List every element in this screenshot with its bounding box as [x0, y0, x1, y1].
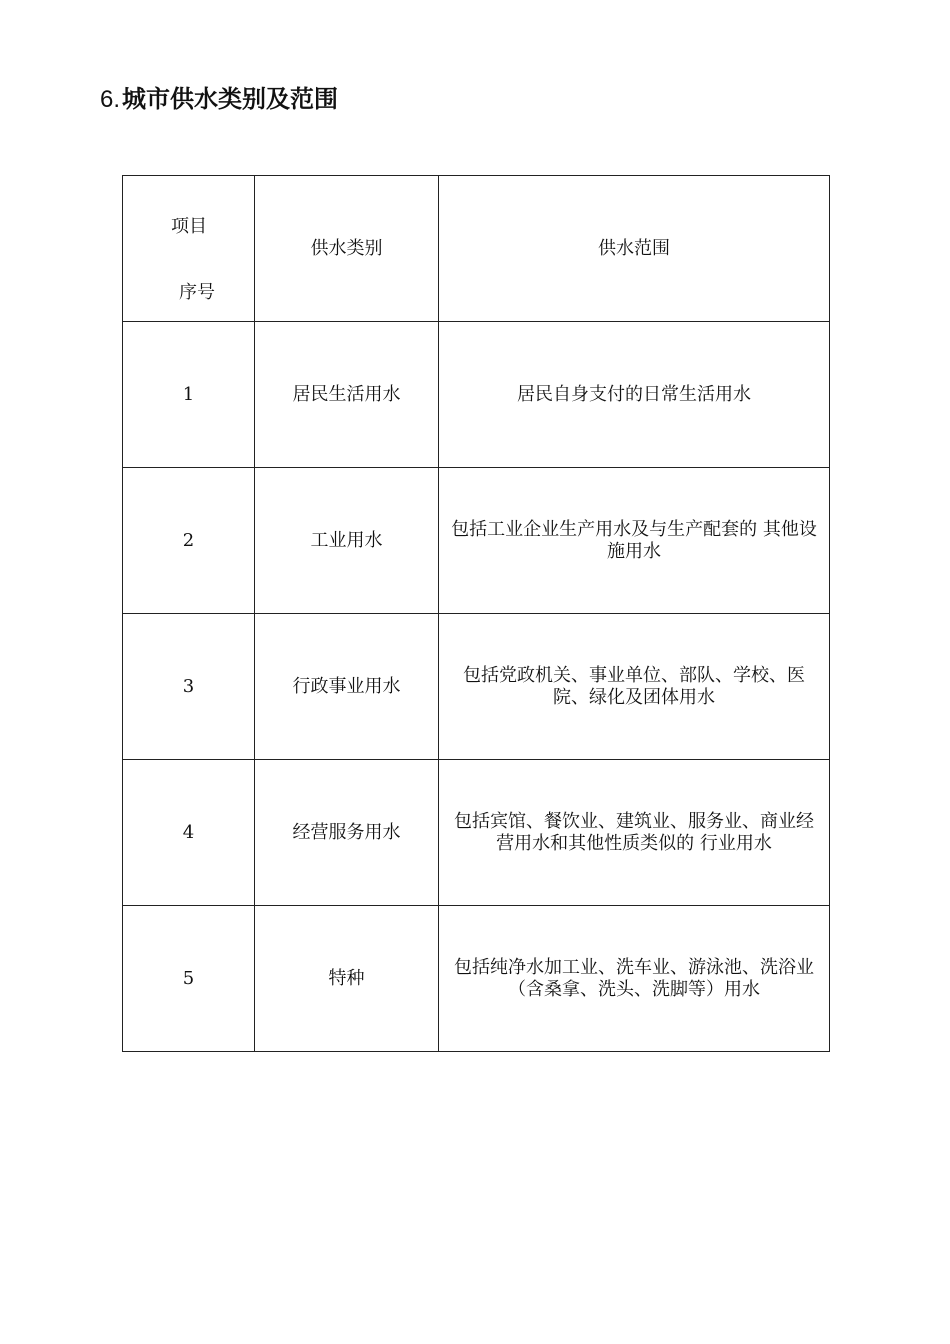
row-scope-cell [439, 468, 830, 614]
row-category: 经营服务用水 [255, 760, 439, 906]
row-number: 3 [123, 614, 255, 760]
header-scope: 供水范围 [439, 176, 830, 322]
row-scope-cell [439, 760, 830, 906]
row-category: 居民生活用水 [255, 322, 439, 468]
row-scope-cell [439, 906, 830, 1052]
row-scope-cell [439, 614, 830, 760]
table-row [123, 760, 830, 906]
header-item-label: 项目 [171, 216, 207, 237]
header-corner-cell [123, 176, 255, 322]
row-number: 4 [123, 760, 255, 906]
row-scope: 包括纯净水加工业、洗车业、游泳池、洗浴业（含桑拿、洗头、洗脚等）用水 [454, 956, 814, 1000]
row-number: 2 [123, 468, 255, 614]
row-category: 行政事业用水 [255, 614, 439, 760]
row-category: 工业用水 [255, 468, 439, 614]
page-heading [100, 82, 338, 117]
row-number: 5 [123, 906, 255, 1052]
table-row [123, 614, 830, 760]
row-number: 1 [123, 322, 255, 468]
row-scope: 包括工业企业生产用水及与生产配套的 其他设施用水 [451, 518, 817, 562]
header-serial-label: 序号 [179, 282, 215, 303]
table-row [123, 468, 830, 614]
row-scope-cell [439, 322, 830, 468]
row-category: 特种 [255, 906, 439, 1052]
header-category: 供水类别 [255, 176, 439, 322]
heading-title: 城市供水类别及范围 [122, 85, 339, 113]
table-header-row [123, 176, 830, 322]
table-row [123, 906, 830, 1052]
row-scope: 包括宾馆、餐饮业、建筑业、服务业、商业经营用水和其他性质类似的 行业用水 [454, 810, 814, 854]
water-supply-table [122, 175, 830, 1052]
table-row [123, 322, 830, 468]
row-scope: 包括党政机关、事业单位、部队、学校、医院、绿化及团体用水 [463, 664, 805, 708]
row-scope: 居民自身支付的日常生活用水 [517, 383, 751, 405]
heading-number: 6. [100, 86, 121, 113]
